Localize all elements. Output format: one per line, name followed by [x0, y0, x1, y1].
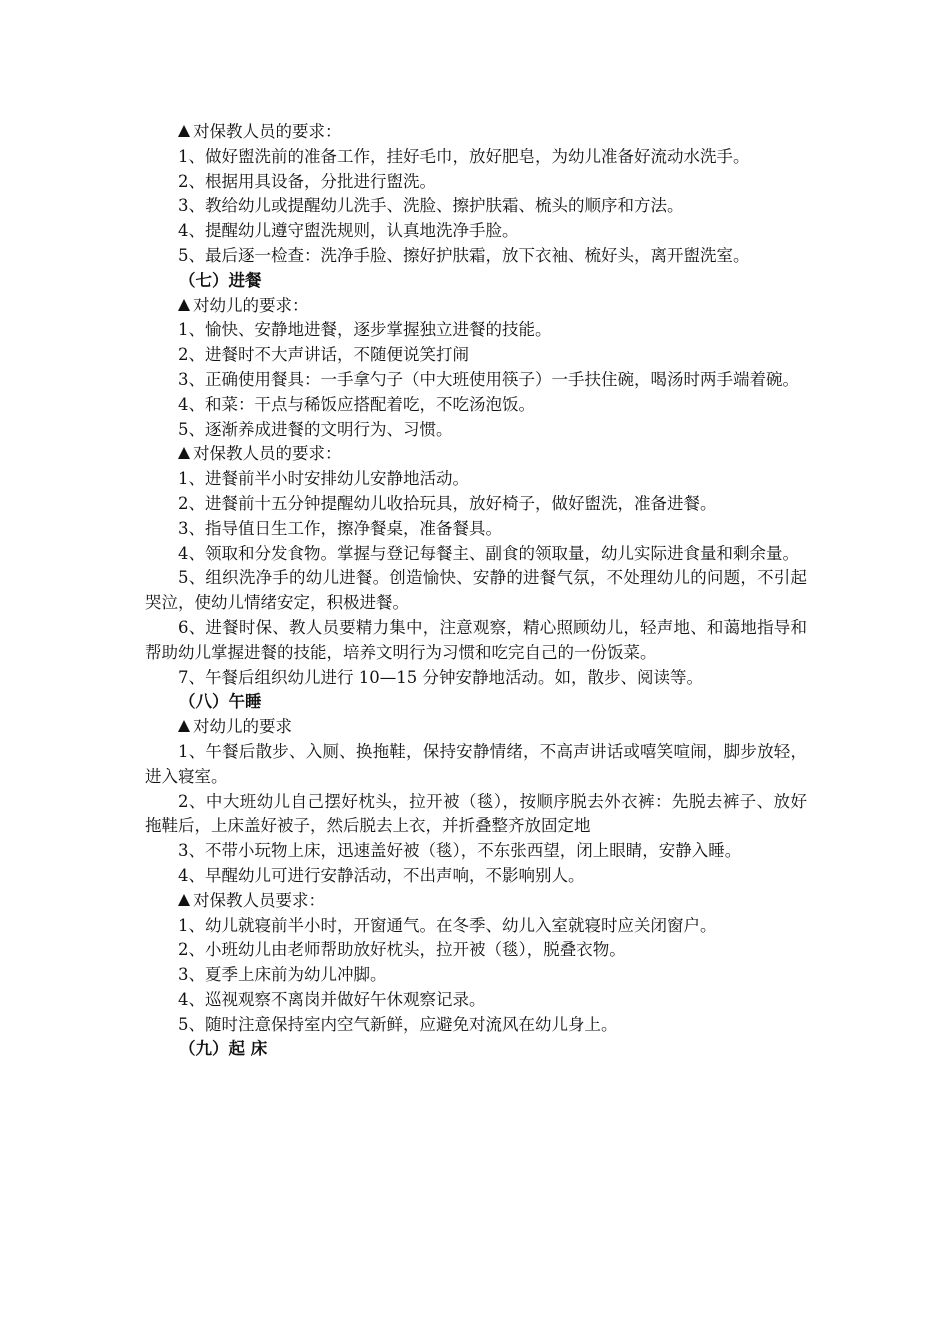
paragraph: 5、最后逐一检查：洗净手脸、擦好护肤霜，放下衣袖、梳好头，离开盥洗室。: [178, 245, 750, 265]
requirement-heading: [145, 715, 807, 740]
paragraph: 1、进餐前半小时安排幼儿安静地活动。: [178, 469, 469, 489]
paragraph: 1、幼儿就寝前半小时，开窗通气。在冬季、幼儿入室就寝时应关闭窗户。: [178, 915, 717, 935]
paragraph: 3、正确使用餐具：一手拿勺子（中大班使用筷子）一手扶住碗，喝汤时两手端着碗。: [178, 369, 799, 389]
paragraph: 4、和菜：干点与稀饭应搭配着吃，不吃汤泡饭。: [178, 394, 535, 414]
section-heading: （九）起 床: [179, 1039, 268, 1059]
paragraph: 2、进餐时不大声讲话，不随便说笑打闹: [178, 345, 469, 365]
requirement-heading-text: 对幼儿的要求：: [193, 295, 309, 315]
paragraph: 2、中大班幼儿自己摆好枕头，拉开被（毯），按顺序脱去外衣裤：先脱去裤子、放好拖鞋后，上床盖好被子，然后脱去上衣，并折叠整齐放固定地: [145, 791, 807, 836]
paragraph: 5、随时注意保持室内空气新鲜，应避免对流风在幼儿身上。: [178, 1014, 618, 1034]
paragraph: 4、巡视观察不离岗并做好午休观察记录。: [178, 989, 486, 1009]
paragraph: 3、不带小玩物上床，迅速盖好被（毯），不东张西望，闭上眼睛，安静入睡。: [178, 841, 742, 861]
paragraph: 4、领取和分发食物。掌握与登记每餐主、副食的领取量，幼儿实际进食量和剩余量。: [178, 543, 799, 563]
paragraph: 5、逐渐养成进餐的文明行为、习惯。: [178, 419, 453, 439]
triangle-bullet-icon: [178, 720, 190, 732]
paragraph: 3、教给幼儿或提醒幼儿洗手、洗脸、擦护肤霜、梳头的顺序和方法。: [178, 196, 684, 216]
paragraph: 2、进餐前十五分钟提醒幼儿收拾玩具，放好椅子，做好盥洗，准备进餐。: [178, 493, 717, 513]
paragraph: 1、愉快、安静地进餐，逐步掌握独立进餐的技能。: [178, 320, 552, 340]
paragraph: 4、提醒幼儿遵守盥洗规则，认真地洗净手脸。: [178, 221, 519, 241]
paragraph: 4、早醒幼儿可进行安静活动，不出声响，不影响别人。: [178, 865, 585, 885]
paragraph: 1、午餐后散步、入厕、换拖鞋，保持安静情绪，不高声讲话或嘻笑喧闹，脚步放轻，进入寝室。: [145, 741, 807, 786]
paragraph: 2、根据用具设备，分批进行盥洗。: [178, 171, 436, 191]
paragraph: 5、组织洗净手的幼儿进餐。创造愉快、安静的进餐气氛，不处理幼儿的问题，不引起哭泣，使幼儿情绪安定，积极进餐。: [145, 568, 807, 613]
requirement-heading-text: 对保教人员的要求：: [193, 122, 342, 141]
requirement-heading: [145, 294, 807, 319]
section-heading: （七）进餐: [179, 270, 262, 290]
paragraph: 3、指导值日生工作，擦净餐桌，准备餐具。: [178, 518, 502, 538]
requirement-heading-text: 对保教人员要求：: [193, 890, 325, 910]
paragraph: 7、午餐后组织幼儿进行 10—15 分钟安静地活动。如，散步、阅读等。: [178, 667, 703, 687]
paragraph: 3、夏季上床前为幼儿冲脚。: [178, 965, 387, 985]
requirement-heading: [145, 120, 807, 145]
paragraph: 6、进餐时保、教人员要精力集中，注意观察，精心照顾幼儿，轻声地、和蔼地指导和帮助幼儿掌握进餐的技能，培养文明行为习惯和吃完自己的一份饭菜。: [145, 617, 807, 662]
triangle-bullet-icon: [178, 125, 190, 137]
requirement-heading-text: 对幼儿的要求: [193, 717, 292, 737]
section-heading: （八）午睡: [179, 692, 262, 712]
paragraph: 1、做好盥洗前的准备工作，挂好毛巾，放好肥皂，为幼儿准备好流动水洗手。: [178, 146, 750, 166]
requirement-heading-text: 对保教人员的要求：: [193, 444, 342, 464]
paragraph: 2、小班幼儿由老师帮助放好枕头，拉开被（毯），脱叠衣物。: [178, 940, 626, 960]
requirement-heading: [145, 889, 807, 914]
triangle-bullet-icon: [178, 894, 190, 906]
requirement-heading: [145, 442, 807, 467]
triangle-bullet-icon: [178, 447, 190, 459]
triangle-bullet-icon: [178, 299, 190, 311]
document-page: [145, 120, 807, 1062]
